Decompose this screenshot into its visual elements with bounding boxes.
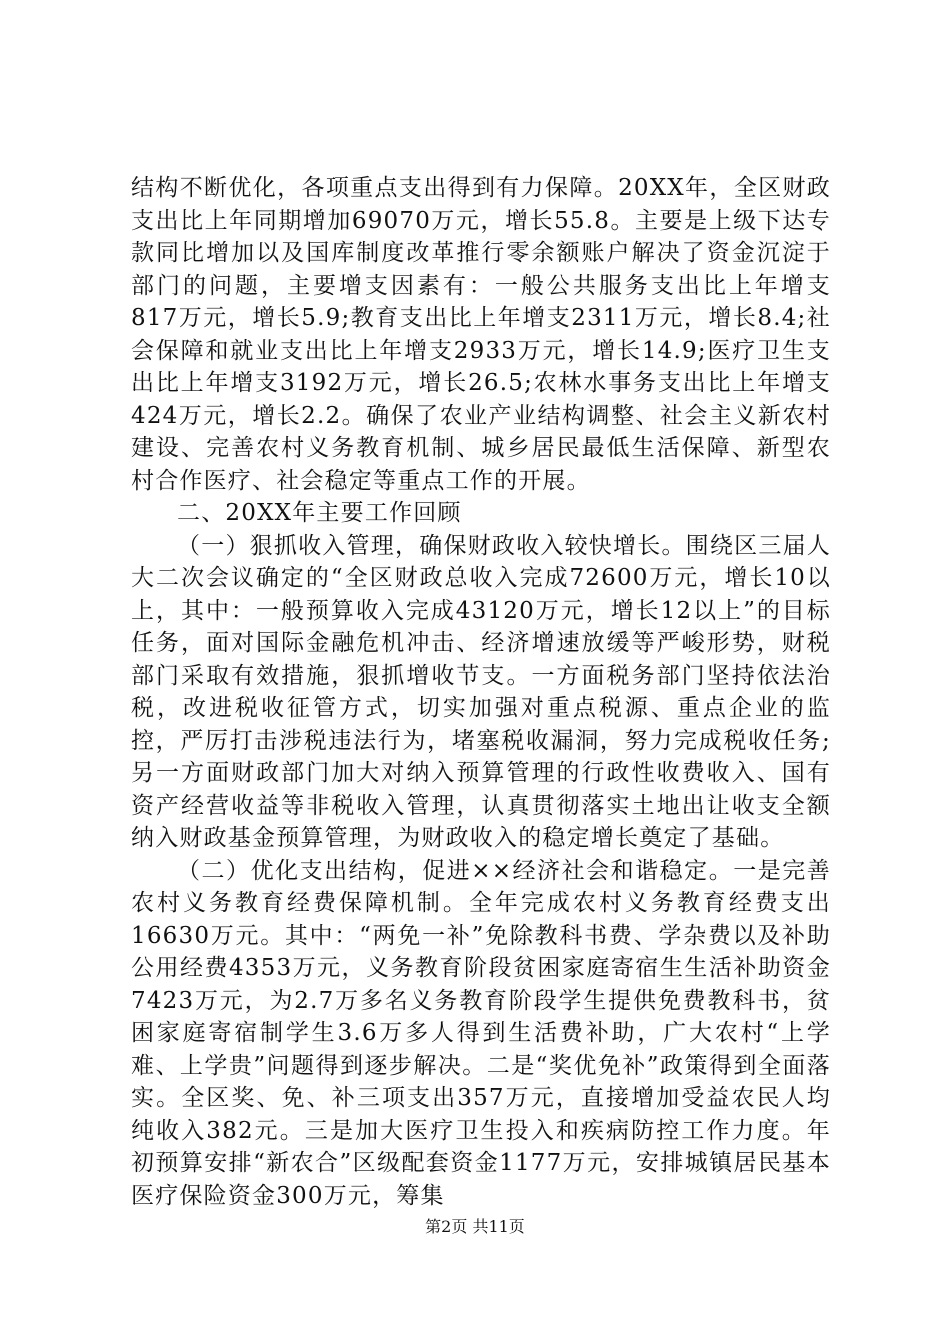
document-body xyxy=(131,172,831,1212)
paragraph-expenditure-structure: 结构不断优化，各项重点支出得到有力保障。20XX年，全区财政支出比上年同期增加69070万元，增长55.8。主要是上级下达专款同比增加以及国库制度改革推行零余额账户解决了资金沉淀于部门的问题，主要增支因素有：一般公共服务支出比上年增支817万元，增长5.9;教育支出比上年增支2311万元，增长8.4;社会保障和就业支出比上年增支2933万元，增长14.9;医疗卫生支出比上年增支3192万元，增长26.5;农林水事务支出比上年增支424万元，增长2.2。确保了农业产业结构调整、社会主义新农村建设、完善农村义务教育机制、城乡居民最低生活保障、新型农村合作医疗、社会稳定等重点工作的开展。 xyxy=(131,175,831,494)
paragraph-revenue-management: （一）狠抓收入管理，确保财政收入较快增长。围绕区三届人大二次会议确定的“全区财政总收入完成72600万元，增长10以上，其中：一般预算收入完成43120万元，增长12以上”的目标任务，面对国际金融危机冲击、经济增速放缓等严峻形势，财税部门采取有效措施，狠抓增收节支。一方面税务部门坚持依法治税，改进税收征管方式，切实加强对重点税源、重点企业的监控，严厉打击涉税违法行为，堵塞税收漏洞，努力完成税收任务;另一方面财政部门加大对纳入预算管理的行政性收费收入、国有资产经营收益等非税收入管理，认真贯彻落实土地出让收支全额纳入财政基金预算管理，为财政收入的稳定增长奠定了基础。 xyxy=(131,532,831,851)
section-heading-work-review: 二、20XX年主要工作回顾 xyxy=(177,500,462,526)
page-number-footer: 第2页 共11页 xyxy=(425,1217,525,1236)
paragraph-expenditure-optimization: （二）优化支出结构，促进××经济社会和谐稳定。一是完善农村义务教育经费保障机制。全年完成农村义务教育经费支出16630万元。其中：“两免一补”免除教科书费、学杂费以及补助公用经费4353万元，义务教育阶段贫困家庭寄宿生生活补助资金7423万元，为2.7万多名义务教育阶段学生提供免费教科书，贫困家庭寄宿制学生3.6万多人得到生活费补助，广大农村“上学难、上学贵”问题得到逐步解决。二是“奖优免补”政策得到全面落实。全区奖、免、补三项支出357万元，直接增加受益农民人均纯收入382元。三是加大医疗卫生投入和疾病防控工作力度。年初预算安排“新农合”区级配套资金1177万元，安排城镇居民基本医疗保险资金300万元，筹集 xyxy=(131,857,831,1209)
